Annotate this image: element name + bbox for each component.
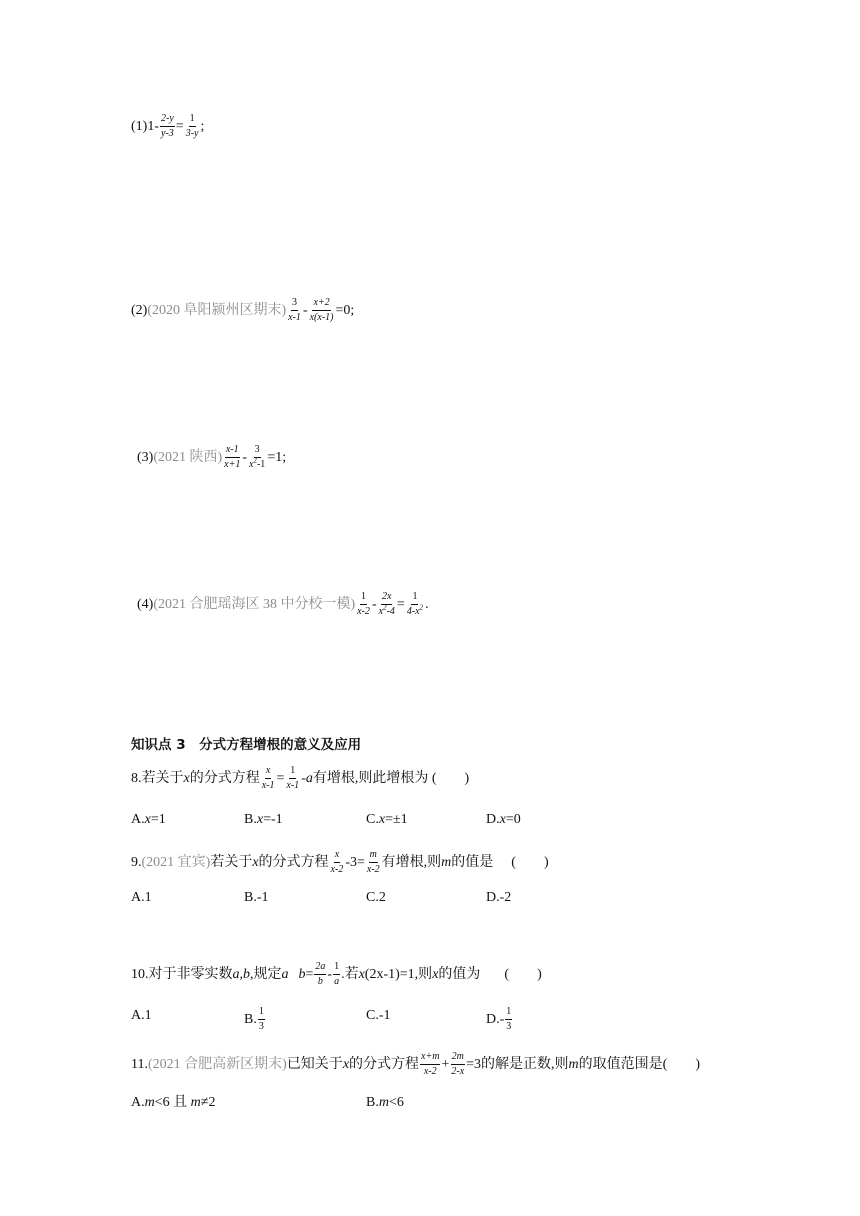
fraction-denominator: 3	[506, 1020, 512, 1032]
fraction-numerator: 3	[254, 445, 261, 458]
problem-2	[131, 298, 354, 323]
variable: m	[144, 1095, 155, 1110]
fraction-numerator: 2x	[381, 592, 392, 605]
operator: +	[441, 1056, 450, 1072]
fraction-denominator: x-1	[261, 779, 275, 791]
question-text: =3的解是正数,则	[466, 1056, 569, 1072]
fraction	[330, 850, 345, 875]
problem-text: =1;	[267, 449, 287, 465]
question-9	[131, 850, 549, 875]
fraction	[356, 592, 371, 617]
option-value: -1	[256, 890, 269, 905]
option-value: =1	[150, 812, 166, 827]
variable: x	[144, 812, 151, 827]
fraction-denominator: b	[317, 975, 323, 987]
option-value: =±1	[385, 812, 408, 827]
fraction-numerator: 3	[291, 298, 298, 311]
variable: x	[358, 966, 365, 982]
problem-text: ;	[200, 118, 205, 134]
option-label: B.	[244, 890, 257, 905]
option-value: 1	[144, 1008, 152, 1023]
option-value: -2	[499, 890, 512, 905]
question-text: ,规定	[250, 966, 282, 982]
question-text: 的值是	[451, 854, 494, 870]
denominator-rest: -1	[256, 458, 266, 470]
option-label: A.	[131, 890, 145, 905]
question-number: 9.	[131, 854, 142, 870]
exponent: 2	[419, 603, 424, 612]
operator: -	[242, 449, 248, 465]
option-value: <6 且	[154, 1095, 191, 1110]
variable: m	[190, 1095, 201, 1110]
problem-text: 1-	[147, 118, 159, 134]
answer-paren: ( )	[511, 854, 549, 870]
q8-option-b[interactable]	[244, 813, 283, 827]
fraction-denominator: x-2	[423, 1065, 437, 1077]
q9-option-c[interactable]	[366, 891, 386, 905]
variable: m	[568, 1056, 579, 1072]
variable: x	[256, 812, 264, 827]
problem-1	[131, 114, 204, 139]
question-10	[131, 962, 542, 987]
answer-paren: ( )	[504, 966, 542, 982]
fraction	[378, 592, 396, 617]
option-label: A.	[131, 1095, 145, 1110]
variable: x	[252, 854, 259, 870]
fraction-denominator: x-1	[288, 311, 301, 323]
q11-option-b[interactable]	[366, 1096, 404, 1110]
q8-option-a[interactable]	[131, 813, 166, 827]
problem-number: (3)	[137, 449, 154, 465]
q9-option-b[interactable]	[244, 891, 269, 905]
fraction	[261, 766, 276, 791]
question-text: 已知关于	[286, 1056, 343, 1072]
exponent: 2	[383, 603, 387, 612]
fraction	[223, 445, 241, 470]
fraction-numerator: 1	[333, 962, 340, 975]
fraction-numerator: x-1	[225, 445, 240, 458]
question-text: 的分式方程	[258, 854, 329, 870]
question-text: 有增根,则此增根为 ( )	[312, 770, 470, 786]
variable: m	[378, 1095, 389, 1110]
question-text: 有增根,则	[381, 854, 442, 870]
question-text: 对于非零实数	[148, 966, 233, 982]
fraction-numerator: 1	[360, 592, 367, 605]
option-value: ≠2	[200, 1095, 216, 1110]
option-label: C.	[366, 1008, 379, 1023]
exponent: 2	[253, 456, 257, 465]
variable: a	[305, 770, 313, 786]
variable: b	[298, 966, 306, 982]
question-text: .若	[341, 966, 359, 982]
variable: a,b	[232, 966, 250, 982]
problem-source: (2021 合肥瑶海区 38 中分校一模)	[153, 596, 356, 612]
q9-option-d[interactable]	[486, 891, 511, 905]
operator: =	[175, 118, 184, 134]
denominator-base: x	[249, 458, 254, 470]
fraction-numerator: x	[334, 850, 340, 863]
fraction-denominator	[378, 605, 396, 618]
fraction-denominator: x-2	[330, 863, 344, 875]
q10-option-b[interactable]	[244, 1007, 266, 1032]
question-source: (2021 合肥高新区期末)	[147, 1056, 287, 1072]
q10-option-c[interactable]	[366, 1009, 391, 1023]
option-value: 2	[378, 890, 386, 905]
operator: -	[302, 302, 308, 318]
fraction	[420, 1052, 440, 1077]
fraction-denominator: 3-y	[185, 127, 199, 139]
operator: =	[276, 770, 285, 786]
fraction-denominator: x-2	[366, 863, 380, 875]
fraction-denominator	[406, 605, 424, 618]
question-8	[131, 766, 469, 791]
q8-option-c[interactable]	[366, 813, 408, 827]
fraction	[450, 1052, 465, 1077]
question-text: 若关于	[210, 854, 253, 870]
variable: x	[378, 812, 386, 827]
question-text: -3=	[345, 854, 365, 870]
option-label: D.-	[486, 1011, 505, 1027]
denominator-rest: -4	[386, 605, 395, 617]
fraction-numerator: 2-y	[160, 114, 175, 127]
question-number: 10.	[131, 966, 149, 982]
option-label: B.	[244, 1011, 257, 1027]
option-label: D.	[486, 890, 500, 905]
option-label: A.	[131, 812, 145, 827]
fraction	[160, 114, 175, 139]
option-label: A.	[131, 1008, 145, 1023]
option-value: 1	[144, 890, 152, 905]
problem-text: =0;	[335, 302, 355, 318]
q9-option-a[interactable]	[131, 891, 152, 905]
option-label: C.	[366, 890, 379, 905]
problem-number: (4)	[137, 596, 154, 612]
question-text: 的分式方程	[189, 770, 260, 786]
fraction-denominator: x-2	[357, 605, 370, 617]
variable: x	[342, 1056, 350, 1072]
problem-number: (1)	[131, 118, 148, 134]
operator: -	[327, 966, 333, 982]
question-text: 的取值范围是( )	[578, 1056, 700, 1072]
fraction	[406, 592, 424, 617]
fraction-numerator: x+2	[312, 298, 330, 311]
fraction-denominator: y-3	[161, 127, 174, 139]
fraction-numerator: 1	[258, 1007, 265, 1020]
operator: =	[396, 596, 405, 612]
fraction-denominator: x-1	[286, 779, 300, 791]
fraction	[314, 962, 326, 987]
fraction-denominator	[248, 458, 266, 471]
problem-source: (2021 陕西)	[153, 449, 223, 465]
fraction-numerator: m	[369, 850, 378, 863]
question-11	[131, 1052, 700, 1077]
fraction	[285, 766, 300, 791]
fraction-numerator: 1	[411, 592, 418, 605]
fraction-denominator: 3	[258, 1020, 264, 1032]
variable: x	[499, 812, 506, 827]
fraction-denominator: 2-x	[451, 1065, 465, 1077]
fraction	[333, 962, 340, 987]
problem-4	[137, 592, 429, 617]
variable: a	[281, 966, 289, 982]
operator: -	[371, 596, 377, 612]
fraction	[505, 1007, 512, 1032]
denominator-base: 4-x	[406, 605, 420, 617]
question-number: 8.	[131, 770, 142, 786]
operator: -	[301, 770, 306, 786]
fraction	[366, 850, 381, 875]
problem-text: .	[425, 596, 429, 612]
option-value: =0	[505, 812, 521, 827]
question-text: 的值为	[438, 966, 481, 982]
option-value: -1	[378, 1008, 391, 1023]
question-text: 的分式方程	[349, 1056, 420, 1072]
fraction-numerator: 2a	[314, 962, 326, 975]
fraction-numerator: 2m	[451, 1052, 465, 1065]
problem-3	[137, 445, 286, 470]
variable: m	[441, 854, 452, 870]
fraction-numerator: x	[265, 766, 271, 779]
option-label: B.	[366, 1095, 379, 1110]
question-text: 若关于	[141, 770, 184, 786]
q8-option-d[interactable]	[486, 813, 521, 827]
question-source: (2021 宜宾)	[141, 854, 211, 870]
operator: =	[305, 966, 314, 982]
fraction	[248, 445, 266, 470]
option-value: <6	[388, 1095, 404, 1110]
problem-source: (2020 阜阳颍州区期末)	[147, 302, 287, 318]
variable: x	[183, 770, 190, 786]
q10-option-a[interactable]	[131, 1009, 152, 1023]
fraction-numerator: 1	[189, 114, 196, 127]
fraction-numerator: 1	[505, 1007, 512, 1020]
fraction	[185, 114, 200, 139]
fraction	[287, 298, 302, 323]
option-label: B.	[244, 812, 257, 827]
q10-option-d[interactable]	[486, 1007, 513, 1032]
fraction-numerator: x+m	[420, 1052, 440, 1065]
denominator-base: x	[378, 605, 384, 617]
q11-option-a[interactable]	[131, 1096, 215, 1110]
fraction-numerator: 1	[289, 766, 296, 779]
fraction	[309, 298, 335, 323]
option-label: C.	[366, 812, 379, 827]
fraction-denominator: x(x-1)	[309, 311, 334, 323]
fraction-denominator: a	[334, 975, 340, 987]
variable: x	[432, 966, 439, 982]
option-label: D.	[486, 812, 500, 827]
fraction	[258, 1007, 265, 1032]
question-text: (2x-1)=1,则	[364, 966, 433, 982]
problem-number: (2)	[131, 302, 148, 318]
option-value: =-1	[263, 812, 283, 827]
section-heading: 知识点 3 分式方程增根的意义及应用	[131, 737, 362, 753]
fraction-denominator: x+1	[224, 458, 241, 470]
question-number: 11.	[131, 1056, 148, 1072]
